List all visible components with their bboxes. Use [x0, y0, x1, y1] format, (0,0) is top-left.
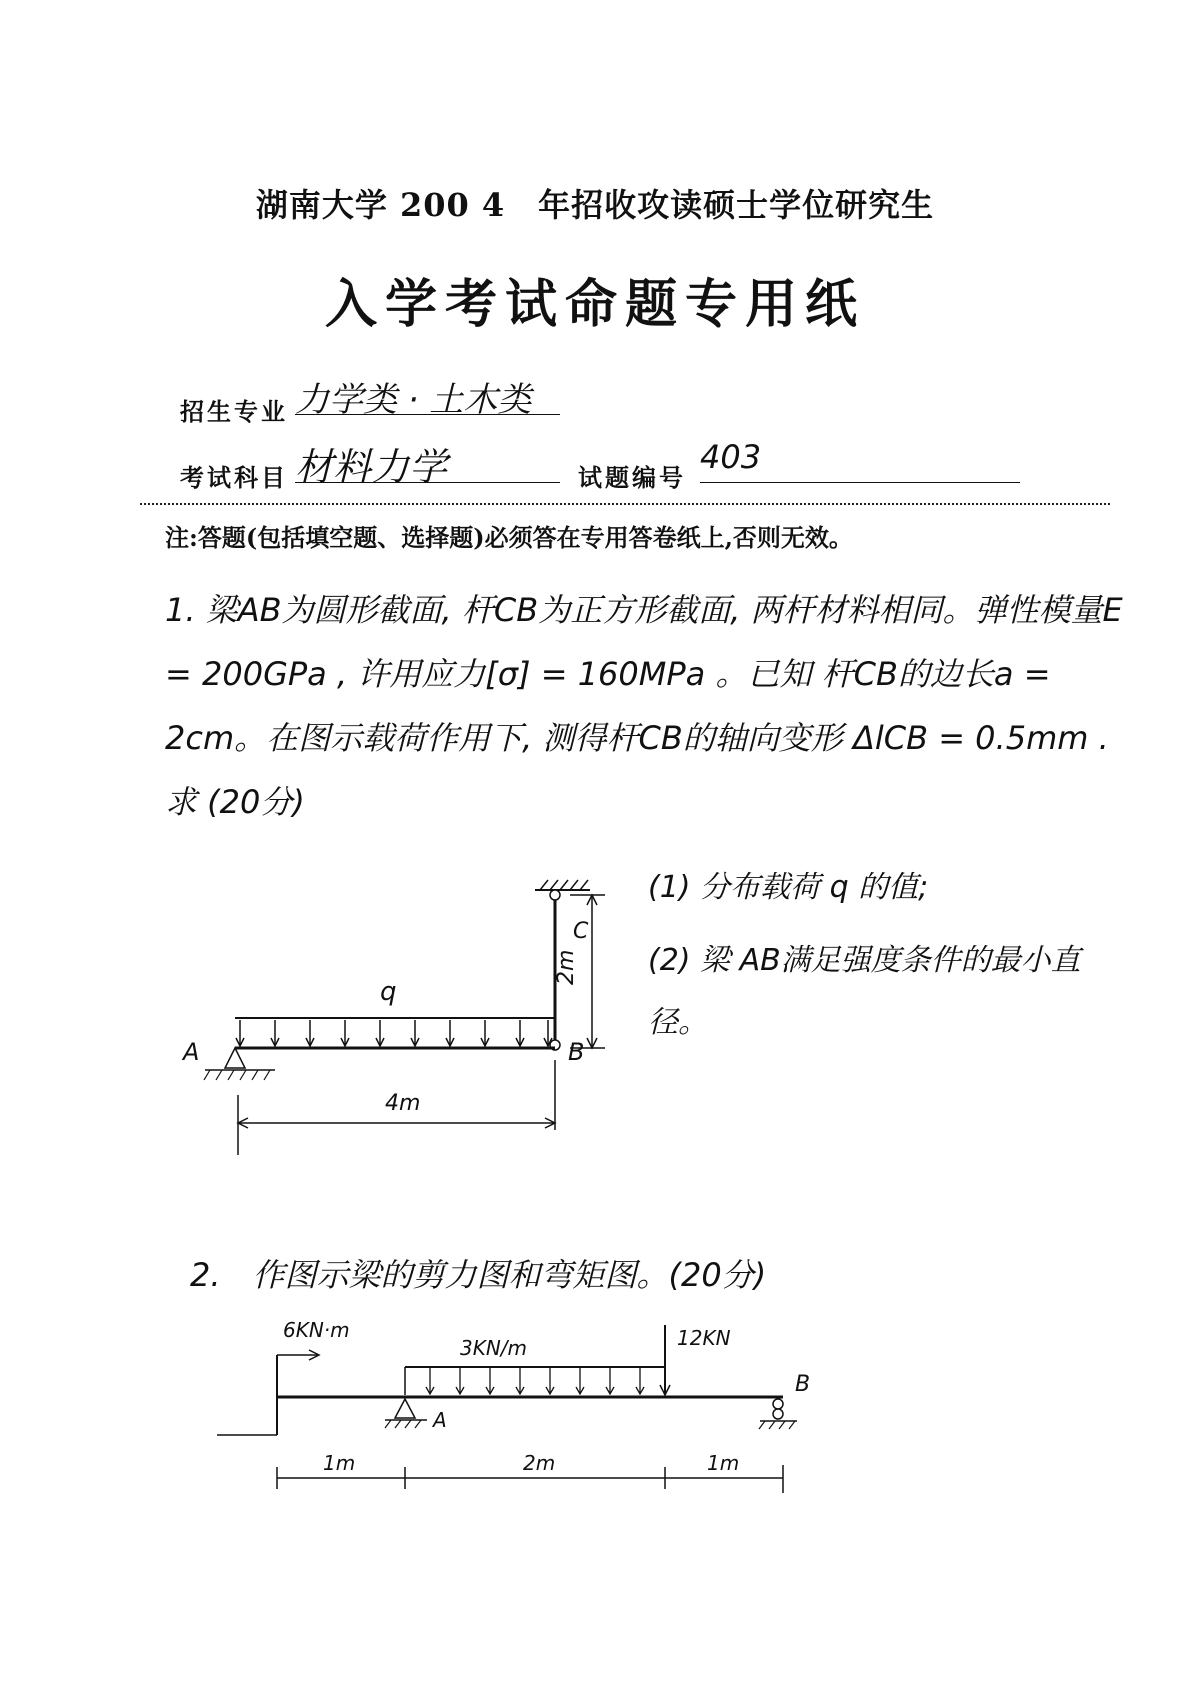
major-label: 招生专业 — [180, 397, 288, 426]
label-c: C — [573, 919, 589, 944]
problem1-text: 1. 梁AB为圆形截面, 杆CB为正方形截面, 两杆材料相同。弹性模量E = 200GPa , 许用应力[σ] = 160MPa 。已知 杆CB的边长a = 2cm。在图示载荷作用下, 测得杆CB的轴向变形 ΔlCB = 0.5mm . 求 (20分) — [165, 591, 1123, 821]
roller-b-bottom — [773, 1409, 783, 1419]
label-b: B — [568, 1038, 585, 1066]
label-beam-length: 4m — [385, 1091, 421, 1116]
label-moment: 6KN·m — [283, 1318, 350, 1342]
distributed-load-arrows — [426, 1368, 644, 1394]
label-q: q — [380, 977, 397, 1007]
label-dim1: 1m — [323, 1451, 356, 1475]
support-a — [225, 1048, 245, 1068]
separator-dotted-line — [140, 503, 1110, 505]
label-dim3: 1m — [707, 1451, 740, 1475]
code-label: 试题编号 — [578, 463, 686, 492]
ground-hatch-b — [759, 1421, 795, 1429]
pin-c — [550, 890, 560, 900]
label-dim2: 2m — [523, 1451, 556, 1475]
label-point-load: 12KN — [677, 1326, 731, 1350]
label-rod-length: 2m — [554, 949, 579, 985]
label-distributed: 3KN/m — [460, 1336, 528, 1360]
problem2-figure — [205, 1315, 825, 1515]
exam-title-line1: 湖南大学 200 4 年招收攻读硕士学位研究生 — [255, 186, 935, 224]
exam-title-line2: 入学考试命题专用纸 — [324, 274, 865, 335]
problem1-question1: (1) 分布载荷 q 的值; — [648, 870, 929, 905]
ceiling-hatch — [540, 880, 588, 890]
support-a — [395, 1399, 415, 1418]
label-b: B — [795, 1372, 811, 1397]
subject-label: 考试科目 — [180, 463, 288, 492]
ground-hatch-a — [204, 1070, 270, 1080]
subject-value: 材料力学 — [295, 436, 560, 483]
ground-hatch-a — [385, 1420, 421, 1428]
label-a: A — [433, 1408, 447, 1432]
problem1-question2: (2) 梁 AB满足强度条件的最小直径。 — [648, 943, 1081, 1040]
major-value: 力学类 · 土木类 — [295, 372, 560, 415]
label-a: A — [183, 1038, 200, 1066]
problem2-text: 2. 作图示梁的剪力图和弯矩图。(20分) — [190, 1256, 767, 1294]
problem1-figure — [180, 870, 640, 1170]
code-value: 403 — [700, 438, 1020, 483]
roller-b-top — [773, 1399, 783, 1409]
exam-note: 注:答题(包括填空题、选择题)必须答在专用答卷纸上,否则无效。 — [165, 523, 853, 552]
distributed-load-arrows — [236, 1020, 552, 1046]
